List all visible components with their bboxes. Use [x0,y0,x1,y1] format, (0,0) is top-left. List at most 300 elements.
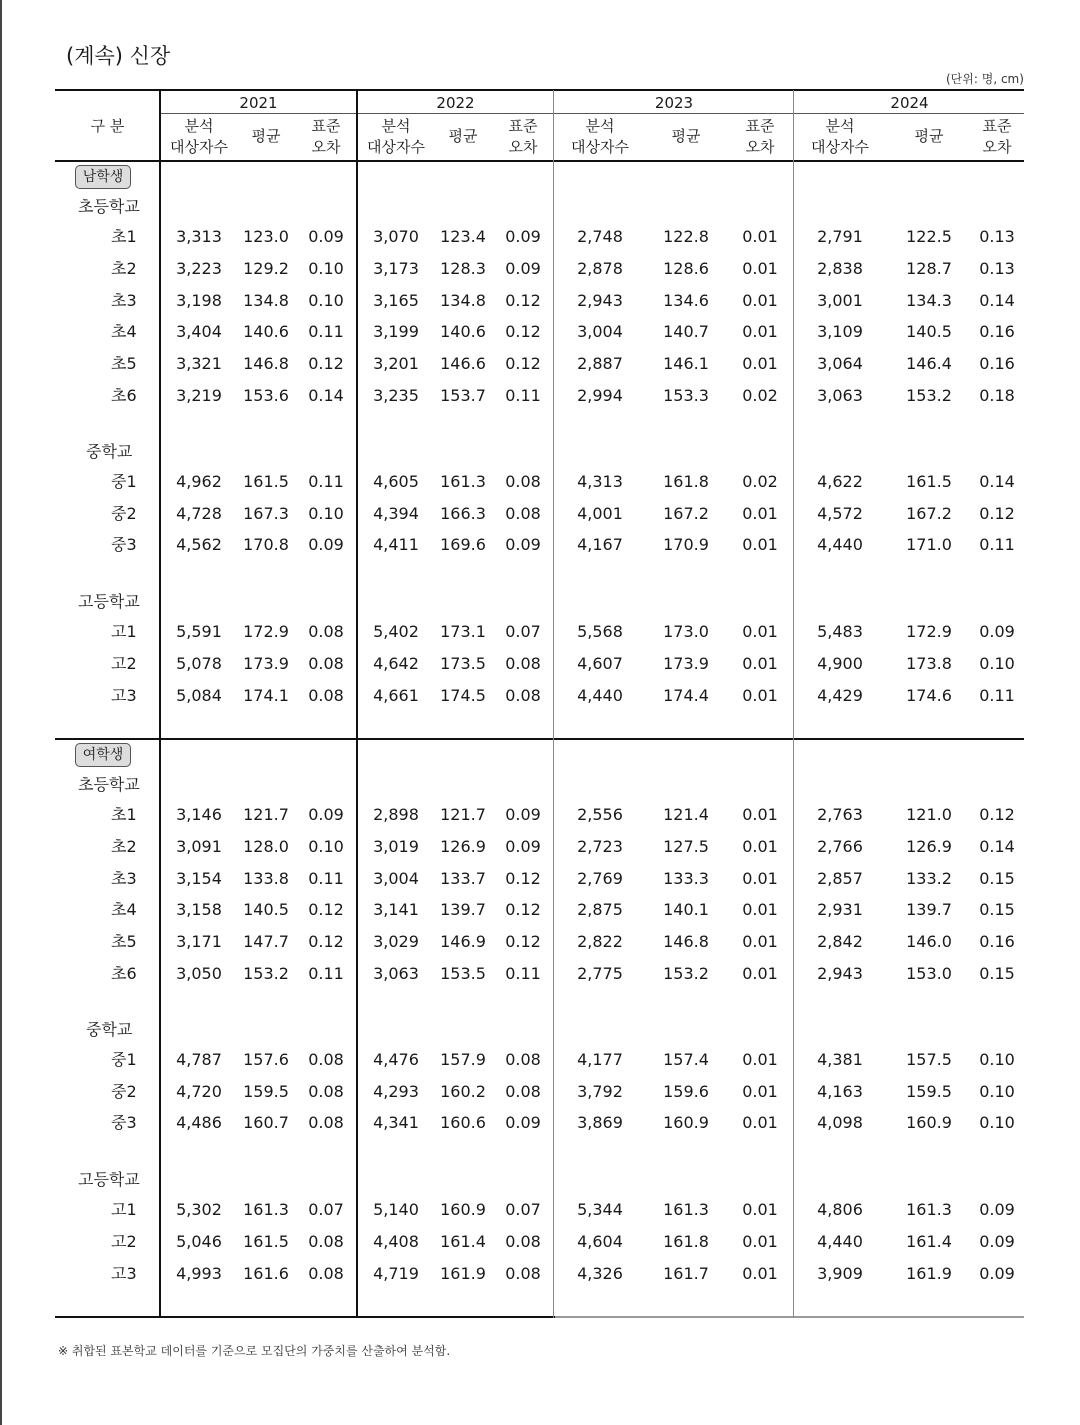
se-cell: 0.01 [742,836,778,856]
mean-cell: 173.5 [440,654,486,673]
mean-cell: 173.1 [440,622,486,642]
col-se-header-2024: 표준 오차 [982,117,1012,156]
mean-cell: 159.5 [906,1081,952,1101]
year-2022: 2022 [436,94,475,112]
se-cell: 0.16 [979,354,1015,374]
mean-cell: 161.5 [906,471,952,491]
count-cell: 2,898 [373,805,419,824]
se-cell: 0.13 [979,258,1015,278]
se-cell: 0.08 [308,1232,344,1251]
count-cell: 2,822 [577,932,623,952]
mean-cell: 153.7 [440,386,486,405]
se-cell: 0.10 [308,290,344,310]
se-cell: 0.07 [505,622,541,642]
se-cell: 0.11 [505,386,541,405]
mean-cell: 133.3 [663,868,709,888]
se-cell: 0.11 [308,322,344,342]
count-cell: 3,158 [176,900,222,920]
table-bottom-rule-dark [55,1316,555,1318]
col-mean-header-2021: 평균 [251,127,281,145]
school-level-label: 초등학교 [78,197,140,216]
grade-label: 중1 [111,1049,137,1069]
mean-cell: 126.9 [906,836,952,856]
mean-cell: 157.4 [663,1049,709,1069]
se-cell: 0.10 [979,654,1015,673]
school-level-label: 중학교 [86,1019,133,1039]
mean-cell: 173.9 [243,654,289,673]
mean-cell: 161.3 [440,471,486,491]
count-cell: 3,171 [176,932,222,952]
mean-cell: 157.9 [440,1049,486,1069]
grade-label: 초3 [111,868,137,888]
mean-cell: 166.3 [440,503,486,523]
mean-cell: 167.2 [906,503,952,523]
grade-label: 중3 [111,535,137,555]
se-cell: 0.11 [979,685,1015,705]
col-mean-header-2022: 평균 [448,127,478,145]
count-cell: 5,078 [176,654,222,673]
mean-cell: 174.4 [663,685,709,705]
mean-cell: 161.4 [440,1232,486,1251]
count-cell: 3,313 [176,227,222,246]
count-cell: 4,440 [817,535,863,555]
page-left-border [0,0,2,1425]
mean-cell: 153.2 [906,386,952,405]
count-cell: 3,869 [577,1113,623,1133]
mean-cell: 161.5 [243,471,289,491]
se-cell: 0.13 [979,227,1015,246]
count-cell: 2,878 [577,258,623,278]
mean-cell: 146.1 [663,354,709,374]
mean-cell: 160.9 [906,1113,952,1133]
header-bottom-rule [55,160,1024,162]
se-cell: 0.11 [308,964,344,983]
se-cell: 0.12 [505,932,541,952]
count-cell: 4,293 [373,1081,419,1101]
count-cell: 2,838 [817,258,863,278]
mean-cell: 173.0 [663,622,709,642]
grade-label: 고1 [111,1200,137,1220]
col-se-header-2023: 표준 오차 [745,117,775,156]
se-cell: 0.12 [505,354,541,374]
se-cell: 0.08 [308,622,344,642]
se-cell: 0.09 [505,258,541,278]
mean-cell: 161.5 [243,1232,289,1251]
mean-cell: 134.6 [663,290,709,310]
mean-cell: 121.4 [663,805,709,824]
se-cell: 0.01 [742,900,778,920]
mean-cell: 140.1 [663,900,709,920]
grade-label: 초5 [111,932,137,952]
count-cell: 3,064 [817,354,863,374]
count-cell: 4,604 [577,1232,623,1251]
se-cell: 0.12 [505,322,541,342]
grade-label: 중3 [111,1113,137,1133]
count-cell: 4,719 [373,1263,419,1283]
mean-cell: 174.5 [440,685,486,705]
se-cell: 0.09 [505,1113,541,1133]
count-cell: 3,173 [373,258,419,278]
se-cell: 0.09 [979,1232,1015,1251]
column-divider-2021 [356,90,358,1318]
mean-cell: 161.7 [663,1263,709,1283]
se-cell: 0.08 [505,1049,541,1069]
count-cell: 4,313 [577,471,623,491]
count-cell: 5,140 [373,1200,419,1220]
count-cell: 3,146 [176,805,222,824]
mean-cell: 121.7 [440,805,486,824]
se-cell: 0.12 [505,290,541,310]
count-cell: 4,394 [373,503,419,523]
count-cell: 4,429 [817,685,863,705]
count-cell: 4,408 [373,1232,419,1251]
count-cell: 4,806 [817,1200,863,1220]
count-cell: 3,219 [176,386,222,405]
column-divider-2023 [793,90,794,1318]
se-cell: 0.07 [505,1200,541,1220]
count-cell: 2,769 [577,868,623,888]
se-cell: 0.12 [505,900,541,920]
grade-label: 초6 [111,386,137,405]
mean-cell: 123.4 [440,227,486,246]
mean-cell: 126.9 [440,836,486,856]
se-cell: 0.01 [742,535,778,555]
count-cell: 3,004 [577,322,623,342]
mean-cell: 140.7 [663,322,709,342]
count-cell: 4,642 [373,654,419,673]
table-bottom-rule-light [555,1316,1024,1318]
se-cell: 0.01 [742,1049,778,1069]
grade-label: 초1 [111,805,137,824]
mean-cell: 128.0 [243,836,289,856]
se-cell: 0.10 [308,836,344,856]
count-cell: 3,223 [176,258,222,278]
col-count-header-2022: 분석 대상자수 [367,117,425,156]
mean-cell: 146.9 [440,932,486,952]
count-cell: 5,344 [577,1200,623,1220]
se-cell: 0.11 [979,535,1015,555]
mean-cell: 157.5 [906,1049,952,1069]
count-cell: 2,857 [817,868,863,888]
se-cell: 0.01 [742,1081,778,1101]
se-cell: 0.10 [979,1081,1015,1101]
se-cell: 0.01 [742,654,778,673]
count-cell: 3,004 [373,868,419,888]
mean-cell: 174.1 [243,685,289,705]
grade-label: 고3 [111,1263,137,1283]
se-cell: 0.01 [742,932,778,952]
mean-cell: 128.3 [440,258,486,278]
se-cell: 0.08 [308,1049,344,1069]
se-cell: 0.09 [505,535,541,555]
count-cell: 4,341 [373,1113,419,1133]
se-cell: 0.08 [505,503,541,523]
count-cell: 4,962 [176,471,222,491]
mean-cell: 140.6 [440,322,486,342]
se-cell: 0.08 [308,1113,344,1133]
count-cell: 2,994 [577,386,623,405]
grade-label: 초1 [111,227,137,246]
count-cell: 4,572 [817,503,863,523]
count-cell: 3,321 [176,354,222,374]
count-cell: 4,326 [577,1263,623,1283]
se-cell: 0.01 [742,1113,778,1133]
se-cell: 0.01 [742,258,778,278]
se-cell: 0.16 [979,932,1015,952]
section-badge-male: 남학생 [75,165,131,189]
se-cell: 0.11 [505,964,541,983]
mean-cell: 133.8 [243,868,289,888]
count-cell: 4,993 [176,1263,222,1283]
se-cell: 0.01 [742,322,778,342]
grade-label: 초3 [111,290,137,310]
count-cell: 4,001 [577,503,623,523]
grade-label: 중2 [111,1081,137,1101]
se-cell: 0.08 [308,1081,344,1101]
count-cell: 4,607 [577,654,623,673]
mean-cell: 123.0 [243,227,289,246]
mean-cell: 121.0 [906,805,952,824]
grade-label: 초6 [111,964,137,983]
se-cell: 0.09 [308,535,344,555]
count-cell: 3,019 [373,836,419,856]
se-cell: 0.14 [979,290,1015,310]
count-cell: 4,440 [577,685,623,705]
count-cell: 2,887 [577,354,623,374]
count-cell: 4,622 [817,471,863,491]
header-group-label: 구 분 [90,117,125,135]
se-cell: 0.15 [979,964,1015,983]
mean-cell: 160.6 [440,1113,486,1133]
se-cell: 0.14 [979,836,1015,856]
year-2024: 2024 [890,94,929,112]
col-mean-header-2024: 평균 [914,127,944,145]
mean-cell: 153.2 [663,964,709,983]
mean-cell: 128.7 [906,258,952,278]
unit-label: (단위: 명, cm) [946,72,1024,86]
se-cell: 0.01 [742,1200,778,1220]
grade-label: 중1 [111,471,137,491]
se-cell: 0.08 [308,654,344,673]
count-cell: 5,046 [176,1232,222,1251]
se-cell: 0.09 [979,1200,1015,1220]
mean-cell: 140.5 [906,322,952,342]
mean-cell: 170.9 [663,535,709,555]
count-cell: 2,943 [817,964,863,983]
count-cell: 4,167 [577,535,623,555]
count-cell: 2,842 [817,932,863,952]
se-cell: 0.08 [505,654,541,673]
se-cell: 0.09 [979,622,1015,642]
count-cell: 4,720 [176,1081,222,1101]
se-cell: 0.01 [742,805,778,824]
se-cell: 0.09 [505,805,541,824]
se-cell: 0.09 [308,227,344,246]
se-cell: 0.16 [979,322,1015,342]
se-cell: 0.10 [308,503,344,523]
count-cell: 4,900 [817,654,863,673]
mean-cell: 173.9 [663,654,709,673]
mean-cell: 146.4 [906,354,952,374]
table-top-rule [55,89,1024,91]
mean-cell: 160.7 [243,1113,289,1133]
col-mean-header-2023: 평균 [671,127,701,145]
count-cell: 4,381 [817,1049,863,1069]
col-se-header-2021: 표준 오차 [311,117,341,156]
mean-cell: 133.7 [440,868,486,888]
se-cell: 0.02 [742,471,778,491]
count-cell: 3,070 [373,227,419,246]
se-cell: 0.07 [308,1200,344,1220]
school-level-label: 고등학교 [78,1170,140,1190]
count-cell: 2,723 [577,836,623,856]
count-cell: 4,440 [817,1232,863,1251]
se-cell: 0.11 [308,868,344,888]
se-cell: 0.12 [979,805,1015,824]
column-divider-group [159,90,161,1318]
mean-cell: 161.6 [243,1263,289,1283]
mean-cell: 146.0 [906,932,952,952]
count-cell: 4,661 [373,685,419,705]
count-cell: 3,063 [817,386,863,405]
se-cell: 0.01 [742,1232,778,1251]
count-cell: 5,568 [577,622,623,642]
count-cell: 2,875 [577,900,623,920]
mean-cell: 161.3 [906,1200,952,1220]
mean-cell: 153.6 [243,386,289,405]
count-cell: 3,109 [817,322,863,342]
school-level-label: 고등학교 [78,592,140,612]
count-cell: 3,001 [817,290,863,310]
mean-cell: 172.9 [243,622,289,642]
count-cell: 2,791 [817,227,863,246]
year-underline [161,113,1024,114]
count-cell: 4,163 [817,1081,863,1101]
mean-cell: 134.8 [440,290,486,310]
count-cell: 4,411 [373,535,419,555]
se-cell: 0.08 [505,1232,541,1251]
mean-cell: 167.2 [663,503,709,523]
se-cell: 0.01 [742,964,778,983]
count-cell: 4,605 [373,471,419,491]
count-cell: 3,154 [176,868,222,888]
mean-cell: 159.5 [243,1081,289,1101]
count-cell: 3,050 [176,964,222,983]
se-cell: 0.08 [505,1081,541,1101]
se-cell: 0.18 [979,386,1015,405]
mean-cell: 139.7 [440,900,486,920]
mean-cell: 128.6 [663,258,709,278]
grade-label: 초2 [111,836,137,856]
grade-label: 초5 [111,354,137,374]
count-cell: 4,476 [373,1049,419,1069]
mean-cell: 140.6 [243,322,289,342]
se-cell: 0.10 [979,1113,1015,1133]
mean-cell: 173.8 [906,654,952,673]
mean-cell: 161.9 [906,1263,952,1283]
se-cell: 0.01 [742,503,778,523]
mean-cell: 122.5 [906,227,952,246]
se-cell: 0.08 [505,685,541,705]
se-cell: 0.08 [308,1263,344,1283]
se-cell: 0.01 [742,227,778,246]
mean-cell: 153.3 [663,386,709,405]
year-2023: 2023 [654,94,694,112]
count-cell: 3,198 [176,290,222,310]
se-cell: 0.14 [308,386,344,405]
mean-cell: 139.7 [906,900,952,920]
se-cell: 0.10 [979,1049,1015,1069]
count-cell: 3,165 [373,290,419,310]
se-cell: 0.12 [505,868,541,888]
count-cell: 2,763 [817,805,863,824]
se-cell: 0.09 [505,227,541,246]
count-cell: 5,402 [373,622,419,642]
mean-cell: 134.3 [906,290,952,310]
se-cell: 0.09 [308,805,344,824]
col-se-header-2022: 표준 오차 [508,117,538,156]
section-badge-female: 여학생 [75,743,131,767]
footnote: ※ 취합된 표본학교 데이터를 기준으로 모집단의 가중치를 산출하여 분석함. [58,1344,451,1358]
mean-cell: 134.8 [243,290,289,310]
school-level-label: 초등학교 [78,775,140,794]
count-cell: 4,562 [176,535,222,555]
mean-cell: 174.6 [906,685,952,705]
grade-label: 고1 [111,622,137,642]
count-cell: 3,091 [176,836,222,856]
count-cell: 2,766 [817,836,863,856]
mean-cell: 161.8 [663,471,709,491]
se-cell: 0.01 [742,622,778,642]
mean-cell: 170.8 [243,535,289,555]
grade-label: 고2 [111,1232,137,1251]
grade-label: 고2 [111,654,137,673]
mean-cell: 153.0 [906,964,952,983]
mean-cell: 161.8 [663,1232,709,1251]
col-count-header-2021: 분석 대상자수 [170,117,228,156]
mean-cell: 133.2 [906,868,952,888]
grade-label: 초4 [111,900,137,920]
count-cell: 3,201 [373,354,419,374]
count-cell: 3,909 [817,1263,863,1283]
se-cell: 0.15 [979,900,1015,920]
count-cell: 4,486 [176,1113,222,1133]
mean-cell: 160.9 [440,1200,486,1220]
se-cell: 0.10 [308,258,344,278]
mean-cell: 153.5 [440,964,486,983]
count-cell: 2,943 [577,290,623,310]
se-cell: 0.01 [742,290,778,310]
se-cell: 0.12 [308,354,344,374]
count-cell: 5,302 [176,1200,222,1220]
mean-cell: 161.4 [906,1232,952,1251]
count-cell: 4,728 [176,503,222,523]
count-cell: 2,775 [577,964,623,983]
se-cell: 0.11 [308,471,344,491]
count-cell: 2,748 [577,227,623,246]
se-cell: 0.01 [742,685,778,705]
grade-label: 중2 [111,503,137,523]
page-title: (계속) 신장 [66,44,171,68]
mean-cell: 172.9 [906,622,952,642]
mean-cell: 153.2 [243,964,289,983]
mean-cell: 161.9 [440,1263,486,1283]
se-cell: 0.08 [505,1263,541,1283]
grade-label: 초2 [111,258,137,278]
count-cell: 5,483 [817,622,863,642]
mean-cell: 146.8 [663,932,709,952]
mean-cell: 146.8 [243,354,289,374]
